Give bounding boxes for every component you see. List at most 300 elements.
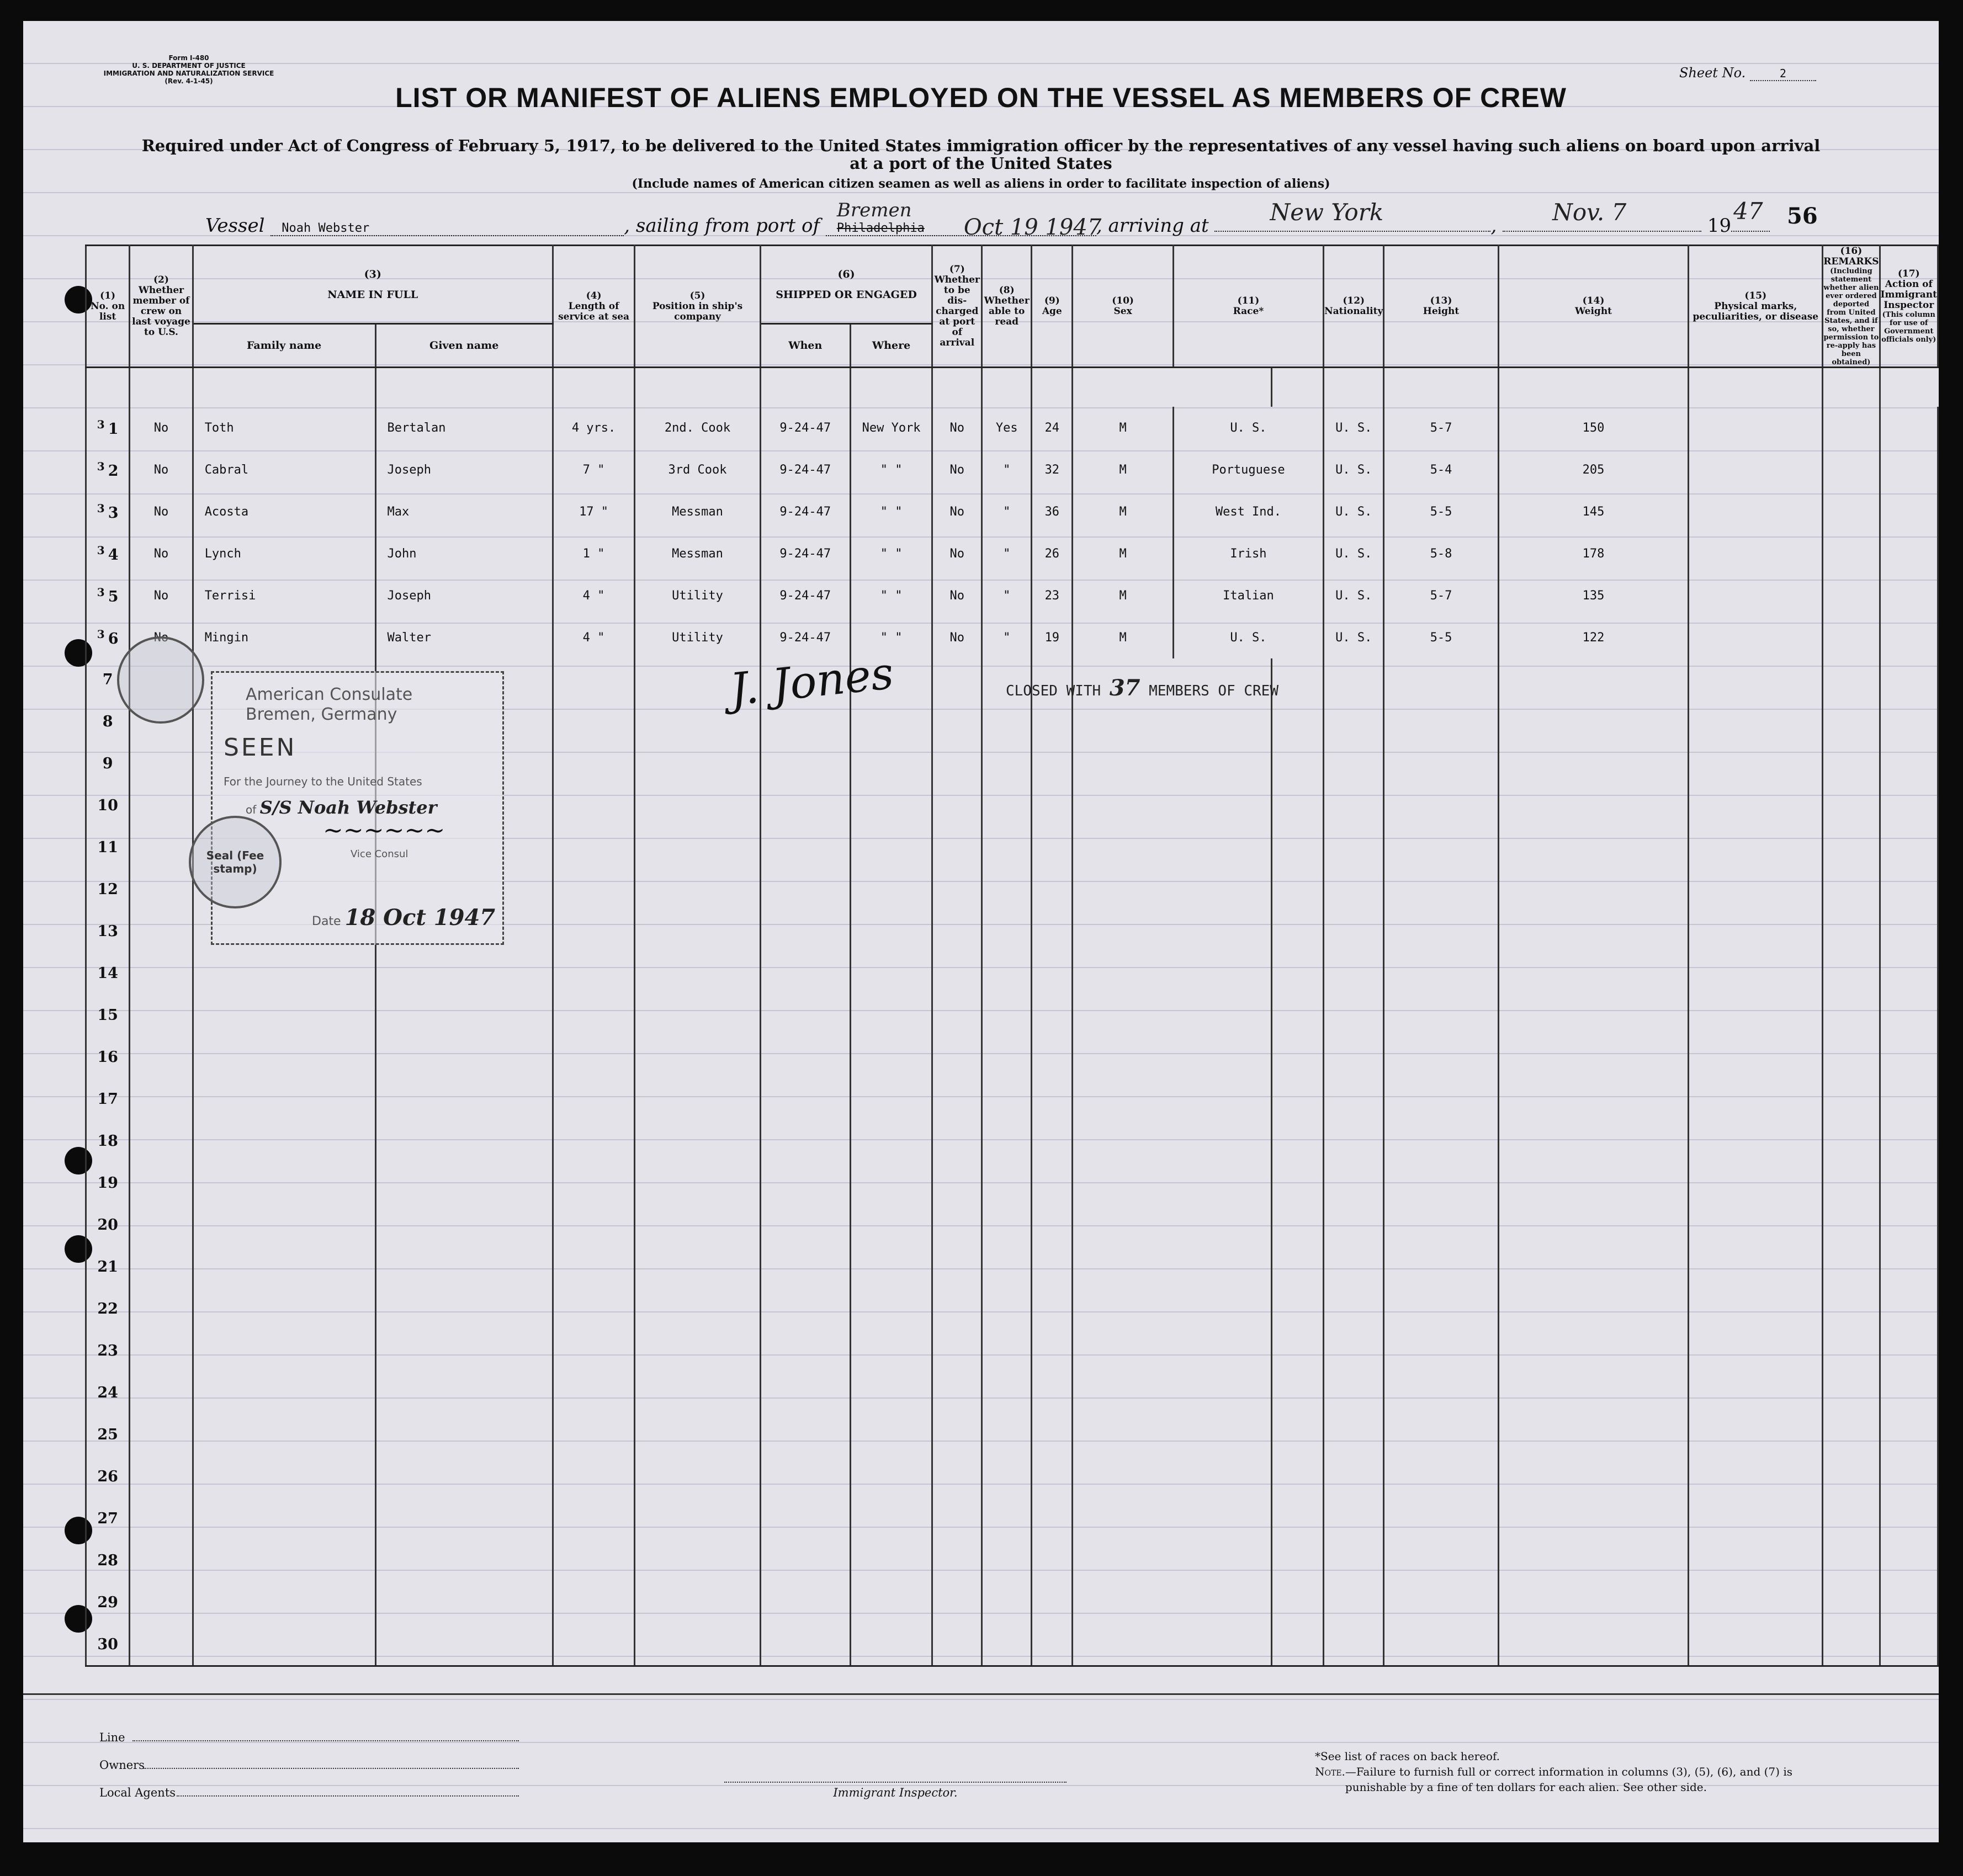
cell-empty	[375, 1455, 553, 1497]
table-row-empty	[86, 1497, 1938, 1539]
cell-empty	[760, 1078, 850, 1120]
cell-empty	[1498, 1204, 1689, 1246]
cell-empty	[1823, 407, 1880, 449]
row-number: 12	[86, 868, 130, 910]
cell-empty	[1880, 449, 1938, 491]
cell-empty	[1880, 1497, 1938, 1539]
vessel-label: Vessel	[205, 215, 265, 237]
cell-given: Walter	[375, 617, 553, 658]
cell-empty	[1880, 1330, 1938, 1372]
cell-service: 7 "	[553, 449, 634, 491]
cell-read: "	[982, 449, 1032, 491]
cell-empty	[850, 1246, 932, 1288]
cell-empty	[553, 1288, 634, 1330]
cell-empty	[635, 1372, 760, 1413]
cell-service: 4 yrs.	[553, 407, 634, 449]
cell-empty	[1272, 1078, 1324, 1120]
cell-empty	[1384, 658, 1498, 700]
cell-empty	[1498, 1455, 1689, 1497]
cell-empty	[932, 1120, 982, 1162]
row-number: 30	[86, 1623, 130, 1666]
cell-empty	[1689, 700, 1823, 742]
cell-empty	[635, 1036, 760, 1078]
cell-empty	[130, 1330, 193, 1372]
cell-empty	[982, 700, 1032, 742]
cell-empty	[1073, 826, 1272, 868]
col-race-header: (11) Race*	[1173, 246, 1323, 368]
cell-empty	[932, 1581, 982, 1623]
cell-empty	[553, 784, 634, 826]
footer-divider	[23, 1693, 1939, 1695]
cell-family: Mingin	[193, 617, 375, 658]
cell-empty	[1823, 1288, 1880, 1330]
cell-empty	[193, 1288, 375, 1330]
cell-race: Italian	[1173, 575, 1323, 617]
cell-position: 2nd. Cook	[635, 407, 760, 449]
year-suffix: 47	[1733, 198, 1763, 225]
cell-empty	[850, 910, 932, 952]
cell-empty	[1073, 1036, 1272, 1078]
cell-empty	[760, 1330, 850, 1372]
cell-empty	[130, 784, 193, 826]
cell-given: Joseph	[375, 575, 553, 617]
cell-empty	[932, 868, 982, 910]
cell-empty	[1384, 994, 1498, 1036]
cell-empty	[850, 1120, 932, 1162]
cell-empty	[375, 994, 553, 1036]
row-number: $^3$ 2	[86, 449, 130, 491]
table-row-empty	[86, 1539, 1938, 1581]
cell-empty	[1384, 1120, 1498, 1162]
cell-empty	[1032, 1162, 1073, 1204]
row-number: 26	[86, 1455, 130, 1497]
cell-empty	[553, 868, 634, 910]
cell-empty	[760, 1455, 850, 1497]
cell-empty	[1384, 1372, 1498, 1413]
cell-empty	[1384, 1539, 1498, 1581]
cell-empty	[1823, 1036, 1880, 1078]
cell-empty	[982, 1413, 1032, 1455]
cell-discharged: No	[932, 449, 982, 491]
cell-empty	[1823, 1455, 1880, 1497]
cell-empty	[1498, 1162, 1689, 1204]
cell-empty	[1073, 868, 1272, 910]
cell-empty	[553, 994, 634, 1036]
cell-empty	[130, 1204, 193, 1246]
cell-empty	[635, 1539, 760, 1581]
cell-empty	[1272, 1330, 1324, 1372]
cell-empty	[850, 1288, 932, 1330]
cell-read: Yes	[982, 407, 1032, 449]
cell-empty	[1272, 1372, 1324, 1413]
form-agency: U. S. DEPARTMENT OF JUSTICE	[132, 62, 246, 70]
row-number: 28	[86, 1539, 130, 1581]
cell-empty	[1689, 784, 1823, 826]
cell-empty	[1384, 1330, 1498, 1372]
cell-empty	[760, 1204, 850, 1246]
cell-when: 9-24-47	[760, 575, 850, 617]
cell-empty	[1073, 1162, 1272, 1204]
cell-family: Cabral	[193, 449, 375, 491]
cell-empty	[375, 1372, 553, 1413]
year-field	[1731, 198, 1770, 232]
cell-empty	[1689, 868, 1823, 910]
cell-empty	[130, 1455, 193, 1497]
journey-text: For the Journey to the United States	[224, 775, 422, 788]
sailing-date-handwritten: Oct 19 1947	[963, 215, 1102, 240]
cell-when: 9-24-47	[760, 407, 850, 449]
cell-empty	[1272, 1120, 1324, 1162]
cell-empty	[932, 1288, 982, 1330]
cell-empty	[130, 910, 193, 952]
row-number: $^3$ 6	[86, 617, 130, 658]
cell-read: "	[982, 617, 1032, 658]
table-row-empty	[86, 1288, 1938, 1330]
cell-sex: M	[1073, 533, 1173, 575]
cell-empty	[1880, 575, 1938, 617]
cell-empty	[850, 826, 932, 868]
stamp-date: Date 18 Oct 1947	[312, 905, 496, 931]
col-read-header: (8) Whether able to read	[982, 246, 1032, 368]
col-family-name-header: Family name	[193, 324, 375, 368]
col-age-header: (9) Age	[1032, 246, 1073, 368]
cell-weight: 145	[1498, 491, 1689, 533]
cell-weight: 150	[1498, 407, 1689, 449]
cell-empty	[932, 1330, 982, 1372]
cell-empty	[1272, 1413, 1324, 1455]
cell-read: "	[982, 491, 1032, 533]
col-discharged-header: (7) Whether to be dis-charged at port of arrival	[932, 246, 982, 368]
cell-empty	[635, 1288, 760, 1330]
cell-empty	[1073, 1581, 1272, 1623]
cell-weight: 122	[1498, 617, 1689, 658]
cell-empty	[1498, 910, 1689, 952]
cell-empty	[1384, 1162, 1498, 1204]
sheet-number-label: Sheet No.	[1679, 65, 1746, 81]
citizen-note: (Include names of American citizen seamen as well as aliens in order to facilitate inspection of aliens)	[632, 177, 1330, 191]
cell-empty	[932, 1204, 982, 1246]
cell-empty	[1880, 826, 1938, 868]
footnote: *See list of races on back hereof. Note.—Failure to furnish full or correct information in columns (3), (5), (6), and (7) is punishable by a fine of ten dollars for each alien. See other side.	[1315, 1750, 1792, 1794]
cell-empty	[1880, 910, 1938, 952]
cell-empty	[130, 742, 193, 784]
crew-manifest-table	[85, 245, 1939, 1667]
cell-empty	[375, 1581, 553, 1623]
cell-empty	[1324, 784, 1384, 826]
cell-empty	[1272, 1288, 1324, 1330]
cell-empty	[1823, 700, 1880, 742]
table-row-empty	[86, 994, 1938, 1036]
cell-empty	[1384, 910, 1498, 952]
cell-age: 36	[1032, 491, 1073, 533]
cell-empty	[1384, 1581, 1498, 1623]
cell-empty	[932, 826, 982, 868]
cell-empty	[982, 1455, 1032, 1497]
cell-empty	[1689, 617, 1823, 658]
cell-empty	[1498, 742, 1689, 784]
cell-empty	[553, 1623, 634, 1666]
cell-empty	[1880, 1372, 1938, 1413]
cell-empty	[760, 1497, 850, 1539]
table-row	[86, 575, 1938, 617]
cell-empty	[1324, 826, 1384, 868]
cell-given: John	[375, 533, 553, 575]
cell-empty	[1073, 910, 1272, 952]
cell-empty	[1073, 952, 1272, 994]
cell-empty	[1073, 994, 1272, 1036]
col-service-header: (4) Length of service at sea	[553, 246, 634, 368]
cell-empty	[1498, 1330, 1689, 1372]
cell-empty	[1032, 1288, 1073, 1330]
cell-empty	[850, 1372, 932, 1413]
cell-empty	[553, 1455, 634, 1497]
cell-empty	[1324, 1204, 1384, 1246]
cell-empty	[932, 1036, 982, 1078]
cell-when: 9-24-47	[760, 491, 850, 533]
cell-last-voyage: No	[130, 533, 193, 575]
cell-empty	[932, 1078, 982, 1120]
cell-empty	[1689, 1288, 1823, 1330]
cell-empty	[1823, 1204, 1880, 1246]
cell-empty	[982, 1497, 1032, 1539]
cell-empty	[1880, 1078, 1938, 1120]
cell-height: 5-8	[1384, 533, 1498, 575]
cell-empty	[130, 1246, 193, 1288]
cell-given: Joseph	[375, 449, 553, 491]
cell-empty	[982, 1120, 1032, 1162]
cell-empty	[1689, 826, 1823, 868]
cell-empty	[850, 868, 932, 910]
cell-empty	[850, 1036, 932, 1078]
table-row-empty	[86, 1372, 1938, 1413]
col-height-header: (13) Height	[1384, 246, 1498, 368]
cell-sex: M	[1073, 449, 1173, 491]
cell-empty	[1880, 784, 1938, 826]
cell-empty	[130, 1497, 193, 1539]
cell-position: Utility	[635, 575, 760, 617]
cell-empty	[193, 1246, 375, 1288]
cell-empty	[1880, 742, 1938, 784]
cell-empty	[1689, 910, 1823, 952]
cell-empty	[1272, 826, 1324, 868]
cell-empty	[982, 826, 1032, 868]
vessel-line: Vessel Noah Webster , sailing from port of Philadelphia Bremen Oct 19 1947 , arriving at New York , Nov. 7 19 47	[205, 214, 1770, 237]
cell-empty	[1823, 658, 1880, 700]
cell-empty	[760, 1623, 850, 1666]
cell-empty	[193, 1581, 375, 1623]
cell-empty	[932, 1413, 982, 1455]
cell-empty	[635, 784, 760, 826]
cell-empty	[1498, 700, 1689, 742]
cell-empty	[375, 1413, 553, 1455]
cell-discharged: No	[932, 575, 982, 617]
cell-empty	[932, 1372, 982, 1413]
cell-empty	[635, 826, 760, 868]
cell-empty	[1032, 1497, 1073, 1539]
manifest-sheet	[23, 21, 1939, 1842]
cell-empty	[375, 1497, 553, 1539]
cell-empty	[1823, 449, 1880, 491]
cell-empty	[1272, 1539, 1324, 1581]
cell-empty	[635, 1581, 760, 1623]
cell-service: 1 "	[553, 533, 634, 575]
sailing-port-handwritten: Bremen	[836, 199, 912, 221]
cell-empty	[1324, 1623, 1384, 1666]
cell-empty	[932, 910, 982, 952]
cell-empty	[1880, 491, 1938, 533]
cell-empty	[553, 658, 634, 700]
row-number: 11	[86, 826, 130, 868]
cell-sex: M	[1073, 491, 1173, 533]
cell-empty	[375, 952, 553, 994]
row-number: 10	[86, 784, 130, 826]
cell-nationality: U. S.	[1324, 449, 1384, 491]
cell-height: 5-7	[1384, 575, 1498, 617]
cell-empty	[760, 1413, 850, 1455]
cell-empty	[1384, 1078, 1498, 1120]
cell-empty	[982, 868, 1032, 910]
row-number: 7	[86, 658, 130, 700]
cell-empty	[193, 1330, 375, 1372]
cell-empty	[1073, 1372, 1272, 1413]
table-row-empty	[86, 1455, 1938, 1497]
cell-empty	[1880, 1581, 1938, 1623]
cell-empty	[1823, 784, 1880, 826]
cell-empty	[1498, 1413, 1689, 1455]
cell-empty	[553, 1204, 634, 1246]
table-row-empty	[86, 1120, 1938, 1162]
cell-empty	[1689, 1413, 1823, 1455]
cell-empty	[1272, 952, 1324, 994]
cell-empty	[1073, 1204, 1272, 1246]
cell-empty	[760, 1539, 850, 1581]
cell-empty	[1384, 868, 1498, 910]
cell-empty	[1032, 1581, 1073, 1623]
closed-statement: CLOSED WITH 37 MEMBERS OF CREW	[1006, 675, 1278, 701]
cell-empty	[850, 784, 932, 826]
cell-empty	[553, 1413, 634, 1455]
cell-empty	[130, 994, 193, 1036]
cell-read: "	[982, 575, 1032, 617]
cell-empty	[982, 784, 1032, 826]
cell-empty	[982, 910, 1032, 952]
cell-empty	[1324, 700, 1384, 742]
cell-empty	[375, 1204, 553, 1246]
cell-empty	[1324, 742, 1384, 784]
cell-empty	[1689, 1120, 1823, 1162]
col-remarks-header: (16) REMARKS (Including statement whether alien ever ordered deported from United States, and if so, whether permission to re-apply has been obtained)	[1823, 246, 1879, 366]
cell-empty	[553, 1162, 634, 1204]
cell-empty	[1689, 1078, 1823, 1120]
cell-empty	[1880, 994, 1938, 1036]
col-name-header: (3) NAME IN FULL	[193, 246, 553, 324]
page-subtitle: Required under Act of Congress of February 5, 1917, to be delivered to the United States immigration officer by the representatives of any vessel having such aliens on board upon arrival at a port of the United States	[141, 136, 1821, 173]
cell-empty	[1689, 1497, 1823, 1539]
cell-empty	[982, 1204, 1032, 1246]
cell-empty	[1823, 1413, 1880, 1455]
row-number: 14	[86, 952, 130, 994]
cell-empty	[1689, 1581, 1823, 1623]
row-number: 21	[86, 1246, 130, 1288]
cell-empty	[1324, 1078, 1384, 1120]
cell-empty	[760, 1288, 850, 1330]
cell-empty	[1823, 910, 1880, 952]
cell-empty	[1823, 533, 1880, 575]
cell-empty	[1272, 784, 1324, 826]
cell-where: " "	[850, 449, 932, 491]
cell-empty	[1880, 658, 1938, 700]
cell-empty	[1032, 1330, 1073, 1372]
cell-weight: 135	[1498, 575, 1689, 617]
cell-empty	[1823, 1246, 1880, 1288]
cell-empty	[850, 1497, 932, 1539]
cell-empty	[1272, 658, 1324, 700]
cell-where: " "	[850, 575, 932, 617]
cell-nationality: U. S.	[1324, 575, 1384, 617]
cell-empty	[1324, 1120, 1384, 1162]
cell-empty	[1032, 868, 1073, 910]
form-number: Form I-480	[168, 54, 209, 62]
cell-empty	[1880, 1036, 1938, 1078]
cell-empty	[1272, 994, 1324, 1036]
cell-empty	[760, 1036, 850, 1078]
cell-empty	[760, 910, 850, 952]
row-number: 19	[86, 1162, 130, 1204]
cell-empty	[1880, 952, 1938, 994]
cell-empty	[1272, 1204, 1324, 1246]
cell-empty	[130, 1078, 193, 1120]
table-row-empty	[86, 1246, 1938, 1288]
cell-empty	[130, 1623, 193, 1666]
cell-empty	[850, 994, 932, 1036]
table-row-empty	[86, 1078, 1938, 1120]
cell-empty	[553, 826, 634, 868]
table-row-empty	[86, 1623, 1938, 1666]
cell-empty	[1272, 1036, 1324, 1078]
table-row-empty	[86, 1204, 1938, 1246]
cell-empty	[1032, 1623, 1073, 1666]
cell-empty	[375, 1036, 553, 1078]
cell-empty	[1324, 1288, 1384, 1330]
cell-empty	[1689, 575, 1823, 617]
cell-empty	[553, 1497, 634, 1539]
cell-empty	[1073, 1539, 1272, 1581]
cell-empty	[982, 1246, 1032, 1288]
row-number: 24	[86, 1372, 130, 1413]
cell-empty	[1689, 1539, 1823, 1581]
cell-race: Portuguese	[1173, 449, 1323, 491]
row-number: 16	[86, 1036, 130, 1078]
cell-position: Messman	[635, 491, 760, 533]
cell-sex: M	[1073, 407, 1173, 449]
cell-empty	[850, 742, 932, 784]
cell-age: 19	[1032, 617, 1073, 658]
cell-empty	[850, 1330, 932, 1372]
cell-empty	[635, 1162, 760, 1204]
cell-empty	[1073, 784, 1272, 826]
cell-empty	[1689, 1623, 1823, 1666]
table-row	[86, 617, 1938, 658]
cell-empty	[1384, 1623, 1498, 1666]
row-number: 18	[86, 1120, 130, 1162]
cell-discharged: No	[932, 533, 982, 575]
cell-empty	[1689, 1036, 1823, 1078]
cell-empty	[193, 1162, 375, 1204]
cell-empty	[1689, 1372, 1823, 1413]
cell-last-voyage: No	[130, 407, 193, 449]
cell-empty	[850, 1162, 932, 1204]
cell-age: 32	[1032, 449, 1073, 491]
